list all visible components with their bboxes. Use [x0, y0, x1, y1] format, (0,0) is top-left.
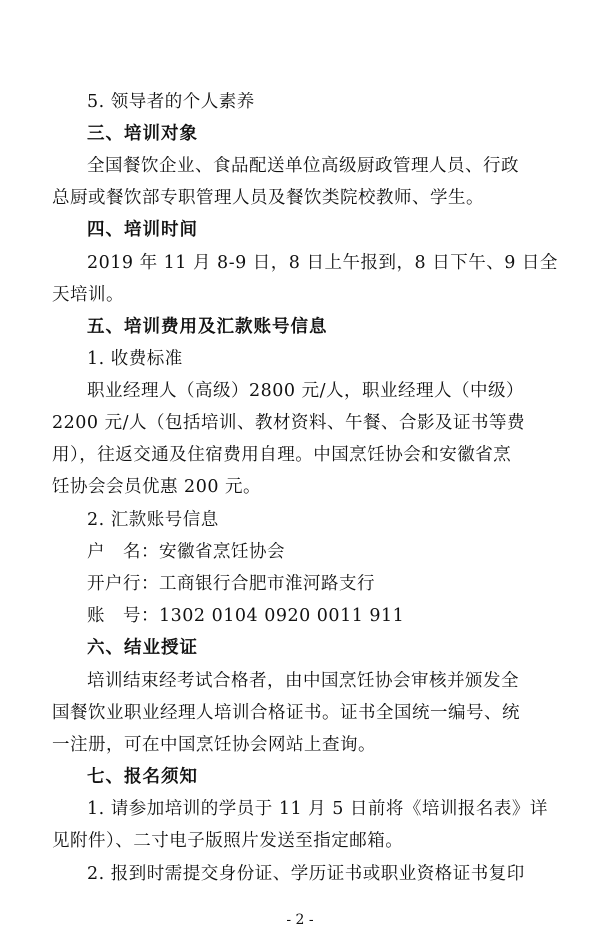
paragraph-line: 全国餐饮企业、食品配送单位高级厨政管理人员、行政 [87, 156, 519, 176]
paragraph-line: 国餐饮业职业经理人培训合格证书。证书全国统一编号、统 [52, 703, 520, 723]
paragraph-line: 饪协会会员优惠 200 元。 [52, 477, 262, 497]
account-number-line: 账 号：1302 0104 0920 0011 911 [87, 606, 405, 626]
paragraph-line: 职业经理人（高级）2800 元/人，职业经理人（中级） [87, 381, 524, 401]
subheading-fee-standard: 1. 收费标准 [87, 349, 183, 369]
account-bank-line: 开户行：工商银行合肥市淮河路支行 [87, 574, 375, 594]
paragraph-line: 2019 年 11 月 8-9 日，8 日上午报到，8 日下午、9 日全 [87, 253, 558, 273]
page-number: - 2 - [286, 912, 314, 928]
paragraph-line: 培训结束经考试合格者，由中国烹饪协会审核并颁发全 [87, 671, 519, 691]
paragraph-line: 1. 请参加培训的学员于 11 月 5 日前将《培训报名表》详 [87, 799, 548, 819]
section-heading-registration: 七、报名须知 [87, 767, 198, 787]
paragraph-line: 见附件）、二寸电子版照片发送至指定邮箱。 [52, 831, 404, 851]
paragraph-line: 用），往返交通及住宿费用自理。中国烹饪协会和安徽省烹 [52, 445, 512, 465]
account-name-line: 户 名：安徽省烹饪协会 [87, 542, 285, 562]
subheading-account-info: 2. 汇款账号信息 [87, 510, 219, 530]
paragraph-line: 天培训。 [52, 285, 124, 305]
section-heading-training-time: 四、培训时间 [87, 220, 198, 240]
paragraph-line: 总厨或餐饮部专职管理人员及餐饮类院校教师、学生。 [52, 188, 484, 208]
section-heading-certification: 六、结业授证 [87, 638, 198, 658]
paragraph-line: 2. 报到时需提交身份证、学历证书或职业资格证书复印 [87, 864, 525, 884]
paragraph-line: 一注册，可在中国烹饪协会网站上查询。 [52, 735, 376, 755]
list-item-leader-qualities: 5. 领导者的个人素养 [87, 92, 255, 112]
paragraph-line: 2200 元/人（包括培训、教材资料、午餐、合影及证书等费 [52, 413, 525, 433]
section-heading-fees-and-account: 五、培训费用及汇款账号信息 [87, 317, 328, 337]
section-heading-training-audience: 三、培训对象 [87, 124, 198, 144]
